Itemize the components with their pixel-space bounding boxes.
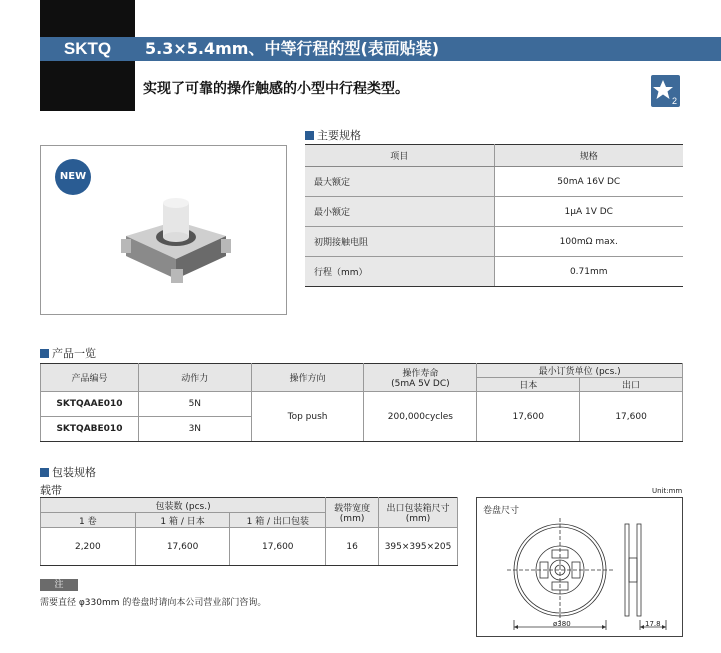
spec-header-item: 项目 <box>305 145 494 167</box>
spec-key: 初期接触电阻 <box>305 227 494 257</box>
qty-reel: 2,200 <box>41 528 136 566</box>
tape-width: 16 <box>326 528 379 566</box>
product-photo-frame <box>40 145 287 315</box>
operating-force: 3N <box>138 417 251 442</box>
new-badge: NEW <box>55 159 91 195</box>
main-specs-heading: 主要规格 <box>305 127 361 143</box>
section-square-icon <box>305 131 314 140</box>
note-text: 需要直径 φ330mm 的卷盘时请向本公司营业部门咨询。 <box>40 598 267 608</box>
col-japan: 日本 <box>477 378 580 392</box>
part-number: SKTQABE010 <box>41 417 139 442</box>
star-rating-icon <box>651 75 680 107</box>
col-reel: 1 卷 <box>41 513 136 528</box>
col-box-size: 出口包装箱尺寸 (mm) <box>379 498 458 528</box>
part-number: SKTQAAE010 <box>41 392 139 417</box>
reel-diameter: ø380 <box>553 620 571 628</box>
spec-key: 行程（mm） <box>305 257 494 287</box>
qty-box-japan: 17,600 <box>135 528 230 566</box>
table-row <box>305 167 683 197</box>
col-export: 出口 <box>580 378 683 392</box>
product-code: SKTQ <box>63 39 112 58</box>
spec-key: 最小额定 <box>305 197 494 227</box>
operating-force: 5N <box>138 392 251 417</box>
packaging-type: 载带 <box>40 484 62 497</box>
moq-japan: 17,600 <box>477 392 580 442</box>
packaging-heading: 包装规格 <box>40 464 96 480</box>
packaging-table <box>40 497 458 566</box>
table-row <box>41 392 683 417</box>
col-qty: 包装数 (pcs.) <box>41 498 326 513</box>
col-life: 操作寿命 (5mA 5V DC) <box>364 364 477 392</box>
table-row <box>305 227 683 257</box>
section-square-icon <box>40 468 49 477</box>
spec-value: 100mΩ max. <box>494 227 683 257</box>
col-part-no: 产品编号 <box>41 364 139 392</box>
col-direction: 操作方向 <box>251 364 364 392</box>
main-specs-table <box>305 144 683 287</box>
product-list-heading: 产品一览 <box>40 345 96 361</box>
reel-diagram-icon <box>477 498 682 636</box>
section-square-icon <box>40 349 49 358</box>
col-box-japan: 1 箱 / 日本 <box>135 513 230 528</box>
page-title: 5.3×5.4mm、中等行程的型(表面贴装) <box>145 39 440 58</box>
spec-value: 0.71mm <box>494 257 683 287</box>
operating-direction: Top push <box>251 392 364 442</box>
table-row <box>305 197 683 227</box>
unit-label: Unit:mm <box>652 487 683 495</box>
spec-header-value: 规格 <box>494 145 683 167</box>
col-box-export: 1 箱 / 出口包装 <box>230 513 326 528</box>
switch-image <box>116 181 236 291</box>
table-row <box>41 528 458 566</box>
col-tape-width: 载带宽度 (mm) <box>326 498 379 528</box>
col-force: 动作力 <box>138 364 251 392</box>
product-list-table <box>40 363 683 442</box>
operating-life: 200,000cycles <box>364 392 477 442</box>
spec-key: 最大额定 <box>305 167 494 197</box>
spec-value: 1μA 1V DC <box>494 197 683 227</box>
star-badge-number: 2 <box>672 96 678 106</box>
qty-box-export: 17,600 <box>230 528 326 566</box>
spec-value: 50mA 16V DC <box>494 167 683 197</box>
note-label: 注 <box>40 579 78 591</box>
box-size: 395×395×205 <box>379 528 458 566</box>
reel-title: 卷盘尺寸 <box>483 506 520 516</box>
table-row <box>305 257 683 287</box>
page-subtitle: 实现了可靠的操作触感的小型中行程类型。 <box>143 81 409 97</box>
col-moq: 最小订货单位 (pcs.) <box>477 364 683 378</box>
moq-export: 17,600 <box>580 392 683 442</box>
reel-drawing <box>476 497 683 637</box>
reel-width: 17.8 <box>645 620 661 628</box>
